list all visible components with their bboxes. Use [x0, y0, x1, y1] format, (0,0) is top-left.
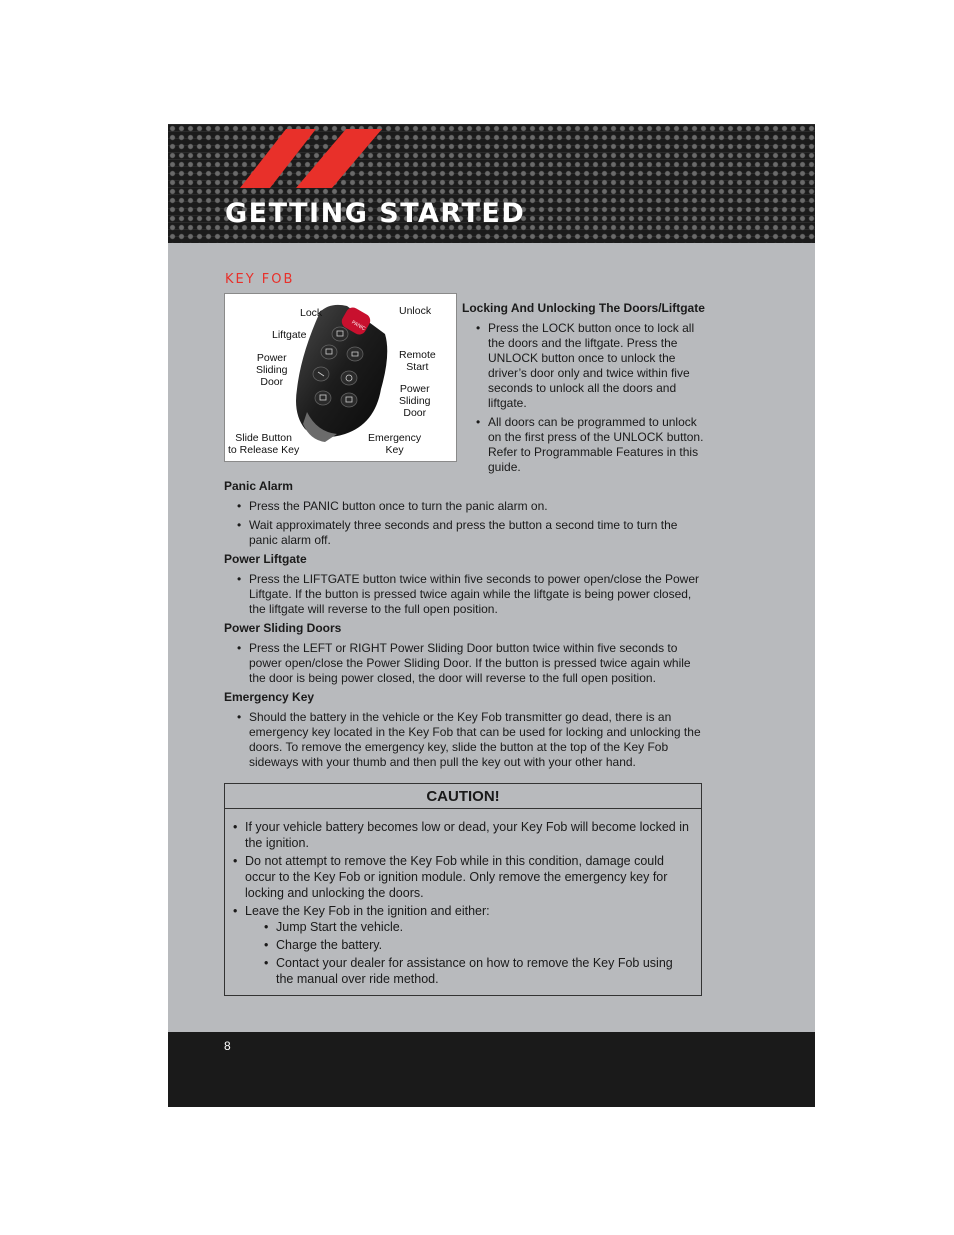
list-item: • All doors can be programmed to unlock on the first press of the UNLOCK button. Refer to Programmable Features in this guide. [475, 415, 710, 475]
lock-label: Lock [300, 307, 323, 319]
list-item: • Jump Start the vehicle. [263, 919, 693, 935]
section-title: KEY FOB [225, 272, 295, 287]
emergency-key-bullets [224, 710, 704, 770]
main-sections [224, 479, 704, 774]
caution-sub-bullets [245, 919, 693, 987]
panic-bullets [224, 499, 704, 548]
list-item: • If your vehicle battery becomes low or dead, your Key Fob will become locked in the ignition. [232, 819, 693, 851]
list-item: • Press the LIFTGATE button twice within five seconds to power open/close the Power Liftgate. If the button is pressed twice again while the liftgate is being power closed, the liftgate will reverse to the full open position. [236, 572, 704, 617]
caution-bullets [232, 819, 693, 987]
liftgate-label: Liftgate [272, 329, 307, 341]
locking-section [462, 301, 710, 479]
emergency-key-heading: Emergency Key [224, 690, 315, 704]
page-number: 8 [224, 1039, 231, 1053]
unlock-label: Unlock [399, 305, 432, 317]
power-liftgate-heading: Power Liftgate [224, 552, 307, 566]
locking-bullets [462, 321, 710, 475]
caution-title: CAUTION! [225, 784, 701, 809]
caution-box [224, 783, 702, 996]
page-header [168, 124, 815, 243]
manual-page [168, 124, 815, 1107]
remote-start-label: Remote Start [399, 349, 436, 373]
locking-heading: Locking And Unlocking The Doors/Liftgate [462, 301, 705, 315]
panic-heading: Panic Alarm [224, 479, 293, 493]
power-sliding-heading: Power Sliding Doors [224, 621, 342, 635]
list-item: • Press the LEFT or RIGHT Power Sliding Door button twice within five seconds to power open/close the Power Sliding Door. If the button is pressed twice again while the door is being power closed, the door will reverse to the full open position. [236, 641, 704, 686]
page-footer [168, 1032, 815, 1107]
key-fob-figure [224, 293, 457, 462]
racing-stripes-logo [168, 124, 428, 194]
list-item: • Leave the Key Fob in the ignition and either: • Jump Start the vehicle. • Charge the battery. • Contact your dealer for assistance on how to remove the Key Fob using the manual over ride method. [232, 903, 693, 987]
list-item: • Contact your dealer for assistance on how to remove the Key Fob using the manual over ride method. [263, 955, 693, 987]
power-sliding-bullets [224, 641, 704, 686]
power-liftgate-bullets [224, 572, 704, 617]
slide-button-label: Slide Button to Release Key [228, 432, 300, 456]
list-item: • Press the LOCK button once to lock all the doors and the liftgate. Press the UNLOCK button once to unlock the driver’s door only and twice within five seconds to unlock all the doors and liftgate. [475, 321, 710, 411]
list-item: • Should the battery in the vehicle or the Key Fob transmitter go dead, there is an emergency key located in the Key Fob that can be used for locking and unlocking the doors. To remove the emergency key, slide the button at the top of the Key Fob sideways with your thumb and then pull the key out with your other hand. [236, 710, 704, 770]
list-item: • Wait approximately three seconds and press the button a second time to turn the panic alarm off. [236, 518, 704, 548]
list-item: • Charge the battery. [263, 937, 693, 953]
power-sliding-door-left-label: Power Sliding Door [256, 352, 288, 388]
page-title: GETTING STARTED [225, 198, 526, 229]
panic-button-label: PANIC [350, 319, 367, 333]
emergency-key-label: Emergency Key [368, 432, 422, 456]
list-item: • Do not attempt to remove the Key Fob while in this condition, damage could occur to the Key Fob or ignition module. Only remove the emergency key for locking and unlocking the doors. [232, 853, 693, 901]
caution-body [225, 809, 701, 987]
power-sliding-door-right-label: Power Sliding Door [399, 383, 431, 419]
list-item: • Press the PANIC button once to turn the panic alarm on. [236, 499, 704, 514]
